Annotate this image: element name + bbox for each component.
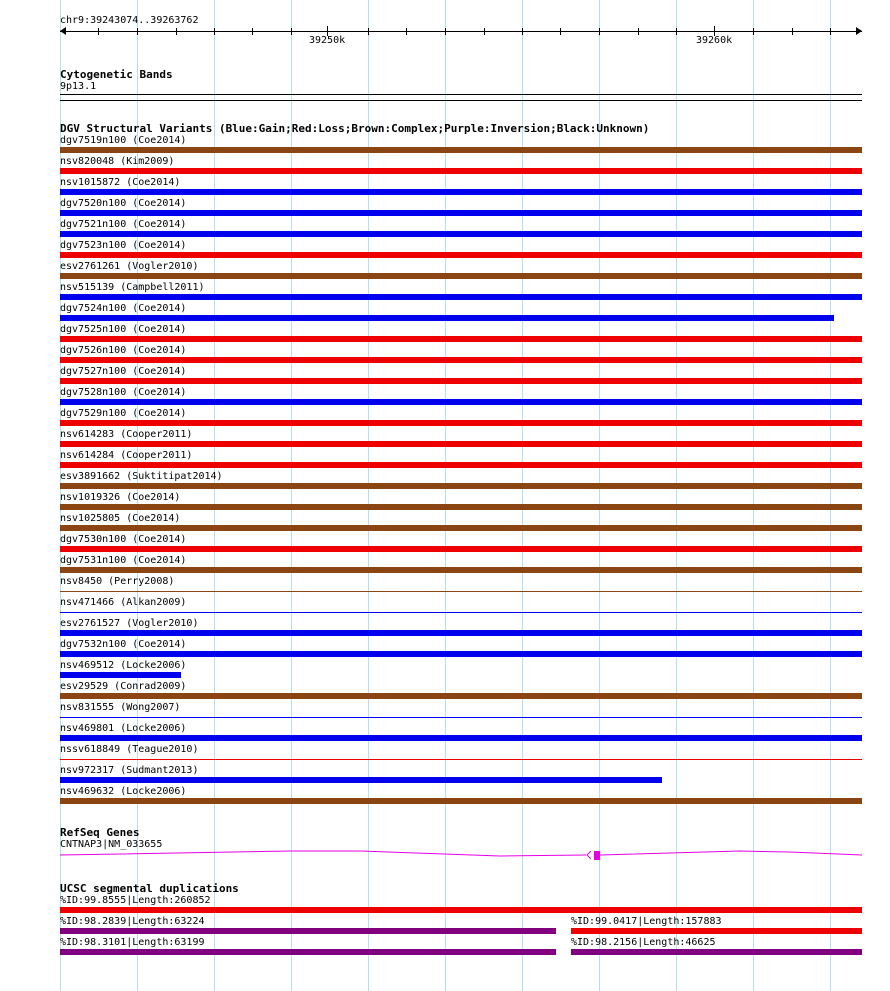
segdup-feature-bar[interactable]	[571, 928, 862, 934]
dgv-variant-label[interactable]: nsv614283 (Cooper2011)	[60, 429, 193, 440]
segdup-feature-bar[interactable]	[571, 949, 862, 955]
dgv-variant-label[interactable]: nsv831555 (Wong2007)	[60, 702, 181, 713]
refseq-track-title: RefSeq Genes	[60, 826, 140, 839]
gene-intron-line	[60, 851, 586, 856]
segdup-feature-bar[interactable]	[60, 928, 556, 934]
dgv-variant-label[interactable]: dgv7532n100 (Coe2014)	[60, 639, 187, 650]
dgv-variant-label[interactable]: nsv8450 (Perry2008)	[60, 576, 175, 587]
cytobands-track-title: Cytogenetic Bands	[60, 68, 173, 81]
segdup-feature-label[interactable]: %ID:99.0417|Length:157883	[571, 916, 722, 927]
dgv-variant-label[interactable]: nsv1015872 (Coe2014)	[60, 177, 181, 188]
segdup-feature-bar[interactable]	[60, 907, 862, 913]
segdup-track-title: UCSC segmental duplications	[60, 882, 239, 895]
dgv-variant-label[interactable]: dgv7530n100 (Coe2014)	[60, 534, 187, 545]
dgv-variant-label[interactable]: esv2761527 (Vogler2010)	[60, 618, 199, 629]
segdup-feature-label[interactable]: %ID:98.2156|Length:46625	[571, 937, 716, 948]
dgv-variant-label[interactable]: dgv7527n100 (Coe2014)	[60, 366, 187, 377]
dgv-variant-label[interactable]: nsv471466 (Alkan2009)	[60, 597, 187, 608]
dgv-track-title: DGV Structural Variants (Blue:Gain;Red:Loss;Brown:Complex;Purple:Inversion;Black:Unknown)	[60, 122, 650, 135]
gene-strand-arrow-icon	[587, 851, 591, 859]
dgv-variant-label[interactable]: nsv469632 (Locke2006)	[60, 786, 187, 797]
dgv-variant-label[interactable]: dgv7531n100 (Coe2014)	[60, 555, 187, 566]
dgv-variant-label[interactable]: dgv7520n100 (Coe2014)	[60, 198, 187, 209]
dgv-variant-label[interactable]: dgv7528n100 (Coe2014)	[60, 387, 187, 398]
ruler-range-label: chr9:39243074..39263762	[60, 15, 199, 26]
segdup-feature-label[interactable]: %ID:99.8555|Length:260852	[60, 895, 211, 906]
dgv-variant-label[interactable]: dgv7524n100 (Coe2014)	[60, 303, 187, 314]
dgv-variant-label[interactable]: nsv1025805 (Coe2014)	[60, 513, 181, 524]
dgv-variant-label[interactable]: dgv7521n100 (Coe2014)	[60, 219, 187, 230]
segdup-feature-bar[interactable]	[60, 949, 556, 955]
gene-intron-line	[600, 851, 862, 855]
dgv-variant-label[interactable]: esv2761261 (Vogler2010)	[60, 261, 199, 272]
dgv-variant-label[interactable]: nsv1019326 (Coe2014)	[60, 492, 181, 503]
dgv-variant-label[interactable]: nsv614284 (Cooper2011)	[60, 450, 193, 461]
dgv-variant-label[interactable]: esv29529 (Conrad2009)	[60, 681, 187, 692]
gene-label[interactable]: CNTNAP3|NM_033655	[60, 839, 163, 850]
dgv-variant-label[interactable]: dgv7519n100 (Coe2014)	[60, 135, 187, 146]
dgv-variant-label[interactable]: dgv7523n100 (Coe2014)	[60, 240, 187, 251]
dgv-variant-label[interactable]: dgv7529n100 (Coe2014)	[60, 408, 187, 419]
dgv-variant-label[interactable]: nssv618849 (Teague2010)	[60, 744, 199, 755]
cytoband-label: 9p13.1	[60, 81, 97, 92]
dgv-variant-label[interactable]: esv3891662 (Suktitipat2014)	[60, 471, 223, 482]
dgv-variant-label[interactable]: nsv469512 (Locke2006)	[60, 660, 187, 671]
dgv-variant-label[interactable]: nsv820048 (Kim2009)	[60, 156, 175, 167]
segdup-feature-label[interactable]: %ID:98.2839|Length:63224	[60, 916, 205, 927]
gene-exon	[594, 851, 600, 860]
dgv-variant-label[interactable]: dgv7525n100 (Coe2014)	[60, 324, 187, 335]
dgv-variant-label[interactable]: nsv515139 (Campbell2011)	[60, 282, 205, 293]
dgv-variant-label[interactable]: nsv972317 (Sudmant2013)	[60, 765, 199, 776]
ruler-tick-label: 39260k	[696, 35, 733, 46]
dgv-variant-label[interactable]: dgv7526n100 (Coe2014)	[60, 345, 187, 356]
ruler-tick-label: 39250k	[309, 35, 346, 46]
segdup-feature-label[interactable]: %ID:98.3101|Length:63199	[60, 937, 205, 948]
dgv-variant-label[interactable]: nsv469801 (Locke2006)	[60, 723, 187, 734]
